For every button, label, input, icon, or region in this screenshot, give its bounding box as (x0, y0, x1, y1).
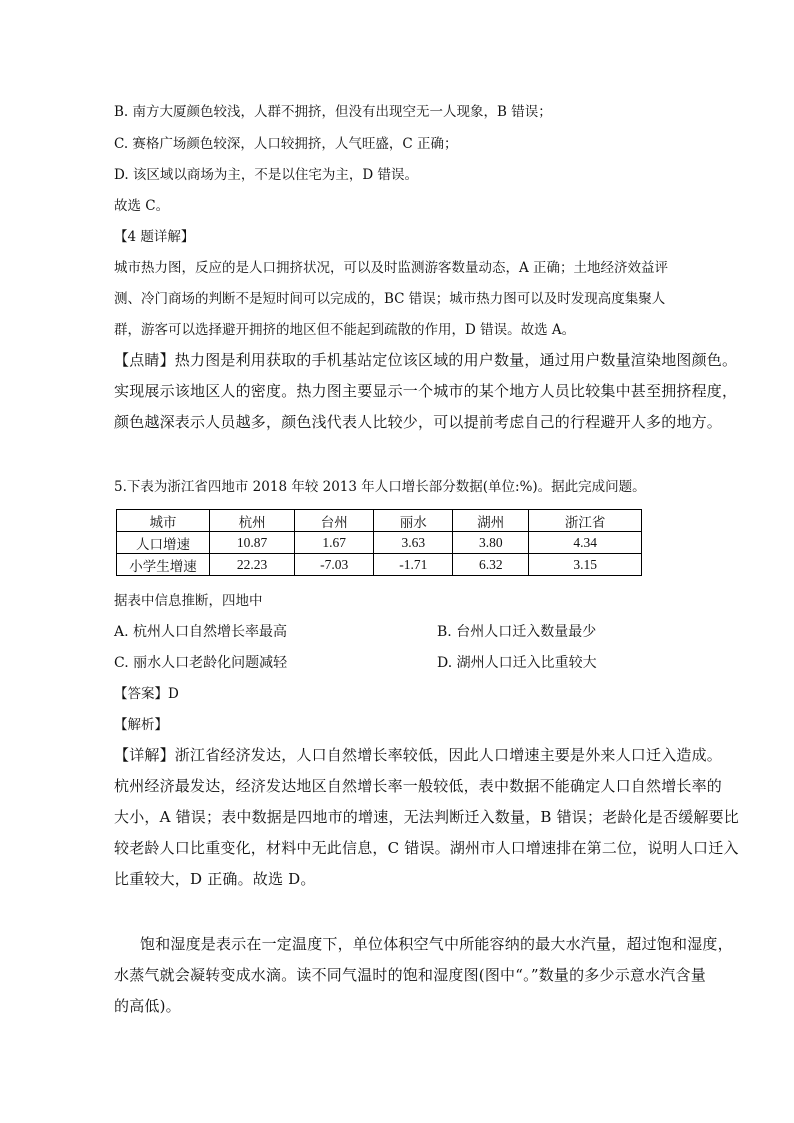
tip-line-3: 颜色越深表示人员越多，颜色浅代表人比较少，可以提前考虑自己的行程避开人多的地方。 (114, 413, 723, 431)
humidity-paragraph-line-3: 的高低)。 (114, 997, 181, 1015)
option-d-explanation: D. 该区域以商场为主，不是以住宅为主，D 错误。 (114, 167, 419, 183)
answer-option-b: B. 台州人口迁入数量最少 (437, 624, 597, 640)
humidity-paragraph-line-2: 水蒸气就会凝转变成水滴。读不同气温时的饱和湿度图(图中“。”数量的多少示意水汽含量 (114, 966, 706, 984)
tip-line-2: 实现展示该地区人的密度。热力图主要显示一个城市的某个地方人员比较集中甚至拥挤程度， (114, 382, 738, 400)
answer-option-d: D. 湖州人口迁入比重较大 (437, 655, 597, 671)
table-cell: -1.71 (374, 554, 453, 576)
table-cell: 6.32 (453, 554, 529, 576)
table-cell: 4.34 (529, 532, 642, 554)
tip-line-1: 【点睛】热力图是利用获取的手机基站定位该区域的用户数量，通过用户数量渲染地图颜色。 (114, 351, 738, 369)
table-cell: 小学生增速 (117, 554, 210, 576)
question-5-prompt: 据表中信息推断，四地中 (114, 593, 263, 609)
detail-line-3: 大小，A 错误；表中数据是四地市的增速，无法判断迁入数量，B 错误；老龄化是否缓解要比 (114, 808, 739, 826)
table-row (117, 554, 642, 576)
table-header-row (117, 510, 642, 532)
answer-label: 【答案】D (114, 686, 179, 702)
table-cell: 3.63 (374, 532, 453, 554)
detail-line-4: 较老龄人口比重变化，材料中无此信息，C 错误。湖州市人口增速排在第二位，说明人口迁入 (114, 839, 739, 857)
answer-option-a: A. 杭州人口自然增长率最高 (114, 624, 288, 640)
table-header-cell: 杭州 (210, 510, 295, 532)
q4-line-3: 群，游客可以选择避开拥挤的地区但不能起到疏散的作用，D 错误。故选 A。 (114, 322, 576, 338)
table-row (117, 532, 642, 554)
table-header-cell: 城市 (117, 510, 210, 532)
table-cell: 10.87 (210, 532, 295, 554)
q4-header: 【4 题详解】 (114, 229, 195, 245)
detail-line-1: 【详解】浙江省经济发达，人口自然增长率较低，因此人口增速主要是外来人口迁入造成。 (114, 746, 723, 764)
table-cell: 3.80 (453, 532, 529, 554)
answer-option-c: C. 丽水人口老龄化问题减轻 (114, 655, 288, 671)
table-cell: -7.03 (295, 554, 374, 576)
detail-line-5: 比重较大，D 正确。故选 D。 (114, 870, 316, 888)
q4-line-2: 测、冷门商场的判断不是短时间可以完成的，BC 错误；城市热力图可以及时发现高度集聚人 (114, 291, 666, 307)
table-header-cell: 湖州 (453, 510, 529, 532)
table-cell: 人口增速 (117, 532, 210, 554)
population-growth-table (116, 509, 642, 576)
table-header-cell: 丽水 (374, 510, 453, 532)
option-c-explanation: C. 赛格广场颜色较深，人口较拥挤，人气旺盛，C 正确； (114, 136, 458, 152)
table-cell: 1.67 (295, 532, 374, 554)
analysis-label: 【解析】 (114, 717, 168, 733)
table-cell: 3.15 (529, 554, 642, 576)
option-b-explanation: B. 南方大厦颜色较浅，人群不拥挤，但没有出现空无一人现象，B 错误； (114, 104, 552, 120)
q4-line-1: 城市热力图，反应的是人口拥挤状况，可以及时监测游客数量动态，A 正确；土地经济效益评 (114, 260, 669, 276)
humidity-paragraph-line-1: 饱和湿度是表示在一定温度下，单位体积空气中所能容纳的最大水汽量，超过饱和湿度， (140, 935, 733, 953)
table-header-cell: 台州 (295, 510, 374, 532)
choice-line: 故选 C。 (114, 198, 170, 214)
detail-line-2: 杭州经济最发达，经济发达地区自然增长率一般较低，表中数据不能确定人口自然增长率的 (114, 777, 723, 795)
question-5-stem: 5.下表为浙江省四地市 2018 年较 2013 年人口增长部分数据(单位:%)。据此完成问题。 (114, 479, 646, 495)
table-header-cell: 浙江省 (529, 510, 642, 532)
table-cell: 22.23 (210, 554, 295, 576)
